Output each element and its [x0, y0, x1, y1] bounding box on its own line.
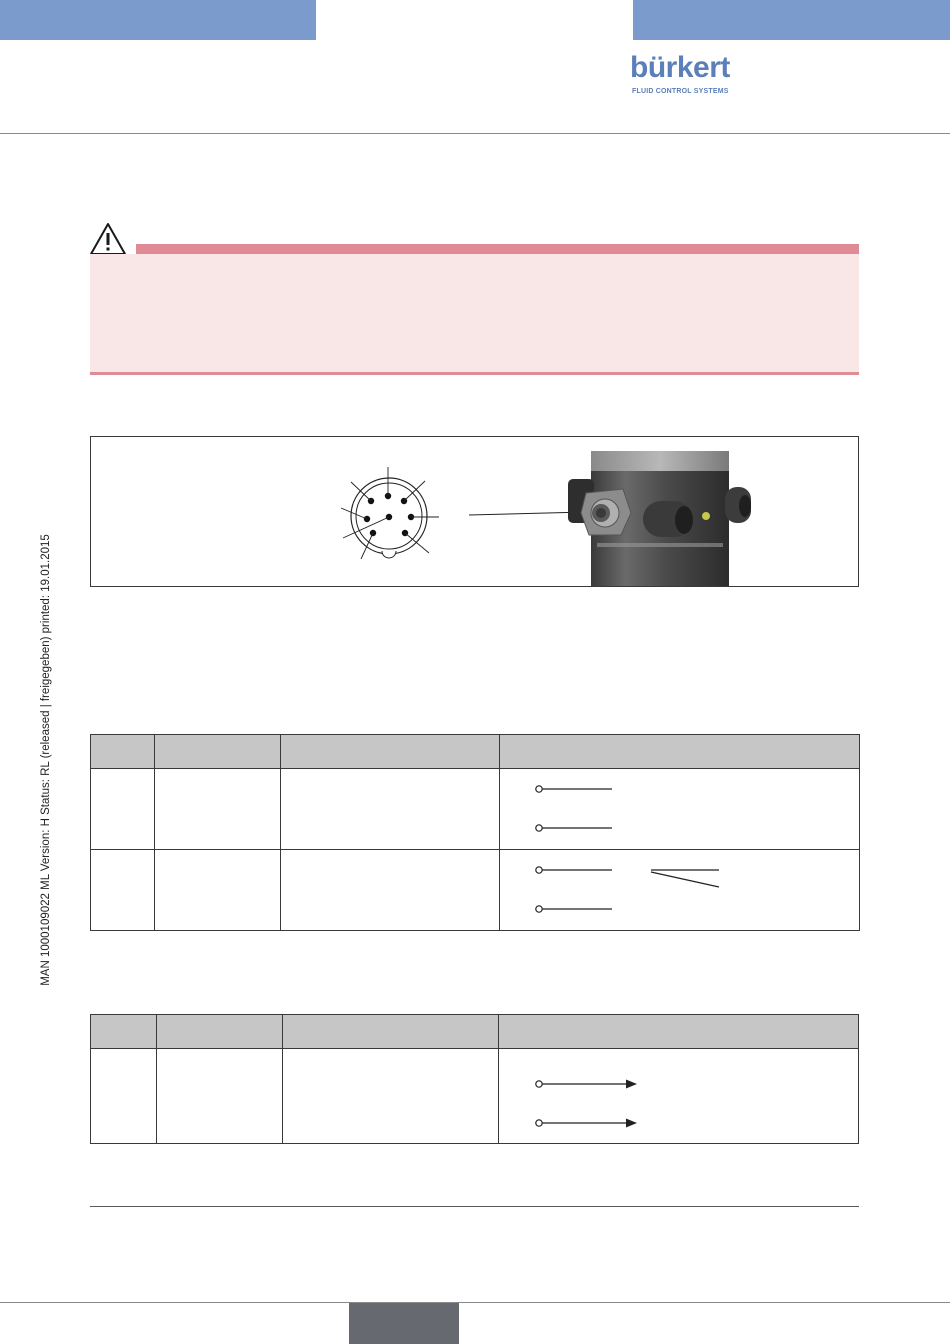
device-housing-icon	[568, 451, 751, 586]
table-cell	[155, 850, 281, 931]
contact-table-1	[90, 734, 860, 931]
table-cell-symbol	[500, 850, 860, 931]
header-bar-left	[0, 0, 316, 40]
table-cell	[155, 769, 281, 850]
table-cell	[281, 769, 500, 850]
table-header-cell	[157, 1015, 283, 1049]
connector-figure-drawing	[91, 437, 858, 586]
contact-table-2	[90, 1014, 859, 1144]
table-cell	[281, 850, 500, 931]
output-arrows-icon	[499, 1049, 859, 1143]
two-open-contacts-icon	[500, 769, 860, 849]
warning-triangle-icon	[89, 222, 127, 256]
table-header-cell	[500, 735, 860, 769]
table-header-cell	[283, 1015, 499, 1049]
logo-word: bürkert	[630, 51, 730, 84]
header-bar-right	[633, 0, 950, 40]
table-row	[91, 769, 860, 850]
page-bottom-line	[0, 1302, 950, 1303]
table-cell	[91, 1049, 157, 1144]
warning-bottom-rule	[90, 372, 859, 375]
table-cell-symbol	[499, 1049, 859, 1144]
table-cell	[91, 769, 155, 850]
side-document-info-text: MAN 1000109022 ML Version: H Status: RL (released | freigegeben) printed: 19.01.2015	[40, 534, 52, 986]
m12-connector-pinout-icon	[341, 467, 586, 559]
header-divider	[0, 133, 950, 134]
warning-box	[90, 254, 859, 372]
table-cell	[283, 1049, 499, 1144]
table-cell	[91, 850, 155, 931]
table-header-cell	[499, 1015, 859, 1049]
page-number-tab	[349, 1303, 459, 1344]
table-header-cell	[155, 735, 281, 769]
connector-figure	[90, 436, 859, 587]
switch-contact-icon	[500, 850, 860, 930]
warning-header-strip	[136, 244, 859, 254]
brand-logo	[630, 51, 734, 100]
table-row	[91, 850, 860, 931]
table-header-cell	[281, 735, 500, 769]
table-header-cell	[91, 1015, 157, 1049]
footer-divider	[90, 1206, 859, 1207]
table-row	[91, 1049, 859, 1144]
table-header-row	[91, 735, 860, 769]
table-cell-symbol	[500, 769, 860, 850]
logo-tagline: FLUID CONTROL SYSTEMS	[632, 88, 729, 95]
table-cell	[157, 1049, 283, 1144]
table-header-cell	[91, 735, 155, 769]
table-header-row	[91, 1015, 859, 1049]
